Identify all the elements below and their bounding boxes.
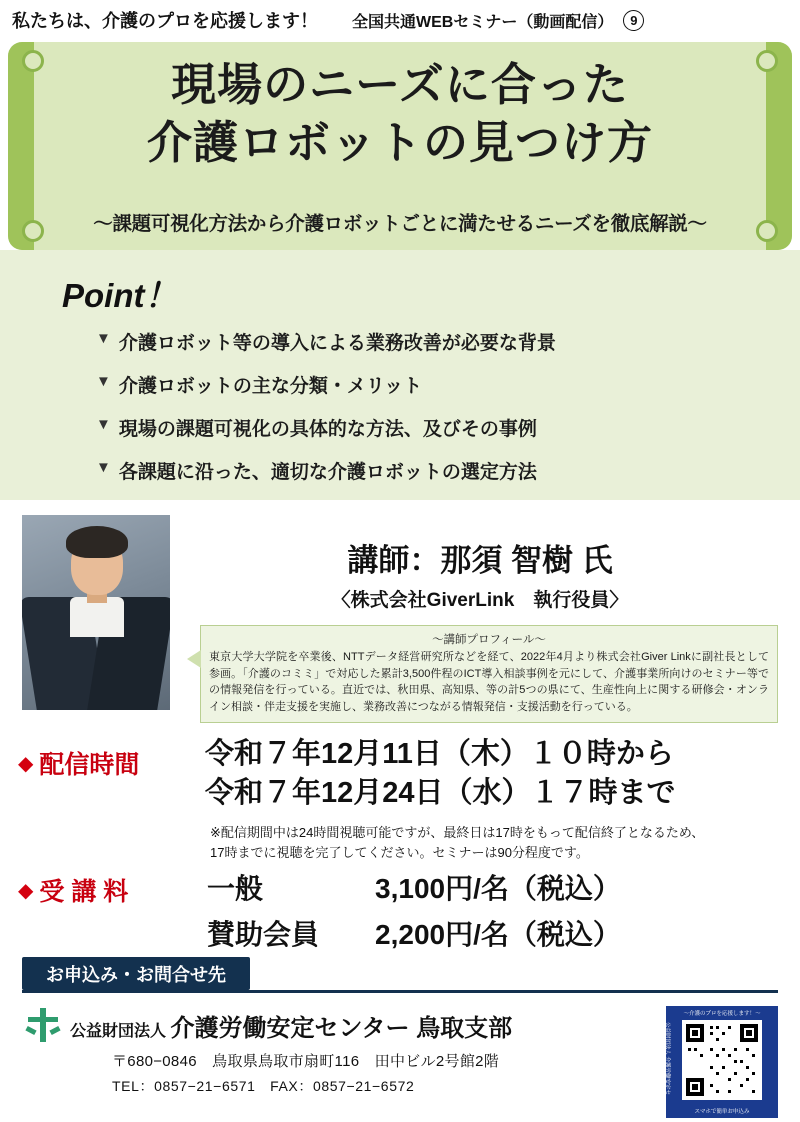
lecturer-name: 講師：那須 智樹 氏 bbox=[347, 543, 613, 578]
delivery-note-line-1: ※配信期間中は24時間視聴可能ですが、最終日は17時をもって配信終了となるため、 bbox=[210, 825, 705, 840]
point-item-text: 各課題に沿った、適切な介護ロボットの選定方法 bbox=[118, 462, 537, 483]
qr-code-block[interactable] bbox=[657, 1006, 778, 1118]
organization-name bbox=[70, 1008, 512, 1043]
organization-logo-icon bbox=[26, 1008, 60, 1042]
qr-code-image[interactable] bbox=[682, 1020, 762, 1100]
organization-address bbox=[112, 1050, 499, 1098]
header-bar bbox=[0, 0, 800, 40]
fee-type: 賛助会員 bbox=[207, 919, 320, 950]
list-item bbox=[96, 371, 556, 398]
point-item-text: 介護ロボット等の導入による業務改善が必要な背景 bbox=[118, 333, 556, 354]
table-row bbox=[207, 913, 621, 957]
qr-top-caption: 〜介護のプロを応援します！〜 bbox=[683, 1011, 761, 1017]
lecturer-section bbox=[0, 505, 800, 730]
triangle-marker-icon: ▼ bbox=[96, 459, 111, 476]
lecturer-organization: 〈株式会社GiverLink 執行役員〉 bbox=[331, 590, 629, 611]
list-item bbox=[96, 328, 556, 355]
organization-prefix: 公益財団法人 bbox=[70, 1023, 167, 1040]
diamond-marker-icon: ◆ bbox=[18, 879, 34, 902]
delivery-time-label bbox=[18, 745, 139, 781]
diamond-marker-icon: ◆ bbox=[18, 752, 34, 775]
triangle-marker-icon: ▼ bbox=[96, 373, 111, 390]
fee-type: 一般 bbox=[207, 873, 264, 904]
delivery-date-line-2: 令和７年12月24日（水）１７時まで bbox=[205, 776, 676, 809]
profile-callout-pointer-icon bbox=[187, 650, 201, 668]
page-subtitle: 〜課題可視化方法から介護ロボットごとに満たせるニーズを徹底解説〜 bbox=[93, 213, 707, 235]
fee-label bbox=[18, 872, 128, 908]
list-item bbox=[96, 414, 556, 441]
footer-divider bbox=[22, 990, 778, 993]
qr-bottom-caption: スマホで簡単お申込み bbox=[694, 1109, 750, 1115]
banner-curl-top-left-icon bbox=[22, 50, 44, 72]
title-line-2: 介護ロボットの見つけ方 bbox=[146, 116, 653, 168]
header-seminar-label: 全国共通WEBセミナー（動画配信） bbox=[352, 13, 614, 31]
lecturer-photo bbox=[22, 515, 170, 710]
title-line-1: 現場のニーズに合った bbox=[171, 59, 629, 110]
point-item-text: 介護ロボットの主な分類・メリット bbox=[118, 376, 423, 397]
point-list bbox=[96, 328, 556, 500]
page-title bbox=[42, 56, 758, 171]
triangle-marker-icon: ▼ bbox=[96, 416, 111, 433]
profile-text: 東京大学大学院を卒業後、NTTデータ経営研究所などを経て、2022年4月より株式会社Giver Linkに副社長として参画。「介護のコミミ」で対応した累計3,500件程のICT導入相談事例を元にして、介護事業所向けのセミナー等での情報発信を行っている。直近では、秋田県、高知県、等の計5つの県にて、生産性向上に関する研修会・オンライン相談・伴走支援を実施し、業務改善につながる情報発信・支援活動を行っている。 bbox=[209, 651, 769, 713]
delivery-time-label-text: 配信時間 bbox=[39, 751, 140, 779]
fee-amount: 3,100円/名（税込） bbox=[375, 873, 621, 904]
point-heading-text: Point！ bbox=[62, 277, 178, 314]
delivery-date-line-1: 令和７年12月11日（木）１０時から bbox=[205, 738, 674, 770]
point-item-text: 現場の課題可視化の具体的な方法、及びその事例 bbox=[118, 419, 537, 440]
lecturer-profile-box bbox=[200, 625, 778, 723]
header-slogan: 私たちは、介護のプロを応援します！ bbox=[12, 11, 318, 31]
delivery-note-line-2: 17時までに視聴を完了してください。セミナーは90分程度です。 bbox=[210, 845, 589, 861]
triangle-marker-icon: ▼ bbox=[96, 330, 111, 347]
tel-fax: TEL：0857−21−6571 FAX：0857−21−6572 bbox=[112, 1077, 415, 1094]
photo-shirt bbox=[70, 597, 124, 637]
table-row bbox=[207, 867, 621, 911]
title-banner bbox=[8, 42, 792, 250]
delivery-dates bbox=[205, 735, 676, 812]
profile-title: 〜講師プロフィール〜 bbox=[432, 634, 546, 646]
point-section bbox=[0, 250, 800, 500]
fee-amount: 2,200円/名（税込） bbox=[375, 919, 621, 950]
fee-label-text: 受 講 料 bbox=[39, 878, 129, 906]
header-number-badge: 9 bbox=[623, 10, 644, 31]
point-heading bbox=[62, 270, 177, 317]
postal-address: 〒680−0846 鳥取県鳥取市扇町116 田中ビル2号館2階 bbox=[112, 1053, 500, 1070]
list-item bbox=[96, 457, 556, 484]
banner-curl-top-right-icon bbox=[756, 50, 778, 72]
apply-contact-tab: お申込み・お問合せ先 bbox=[22, 957, 250, 990]
organization-main-name: 介護労働安定センター 鳥取支部 bbox=[170, 1015, 513, 1042]
delivery-note bbox=[210, 823, 704, 863]
qr-left-caption: 公益財団法人 介護労働安定センター bbox=[657, 1022, 670, 1096]
photo-hair bbox=[66, 526, 128, 558]
fee-table bbox=[205, 865, 623, 959]
